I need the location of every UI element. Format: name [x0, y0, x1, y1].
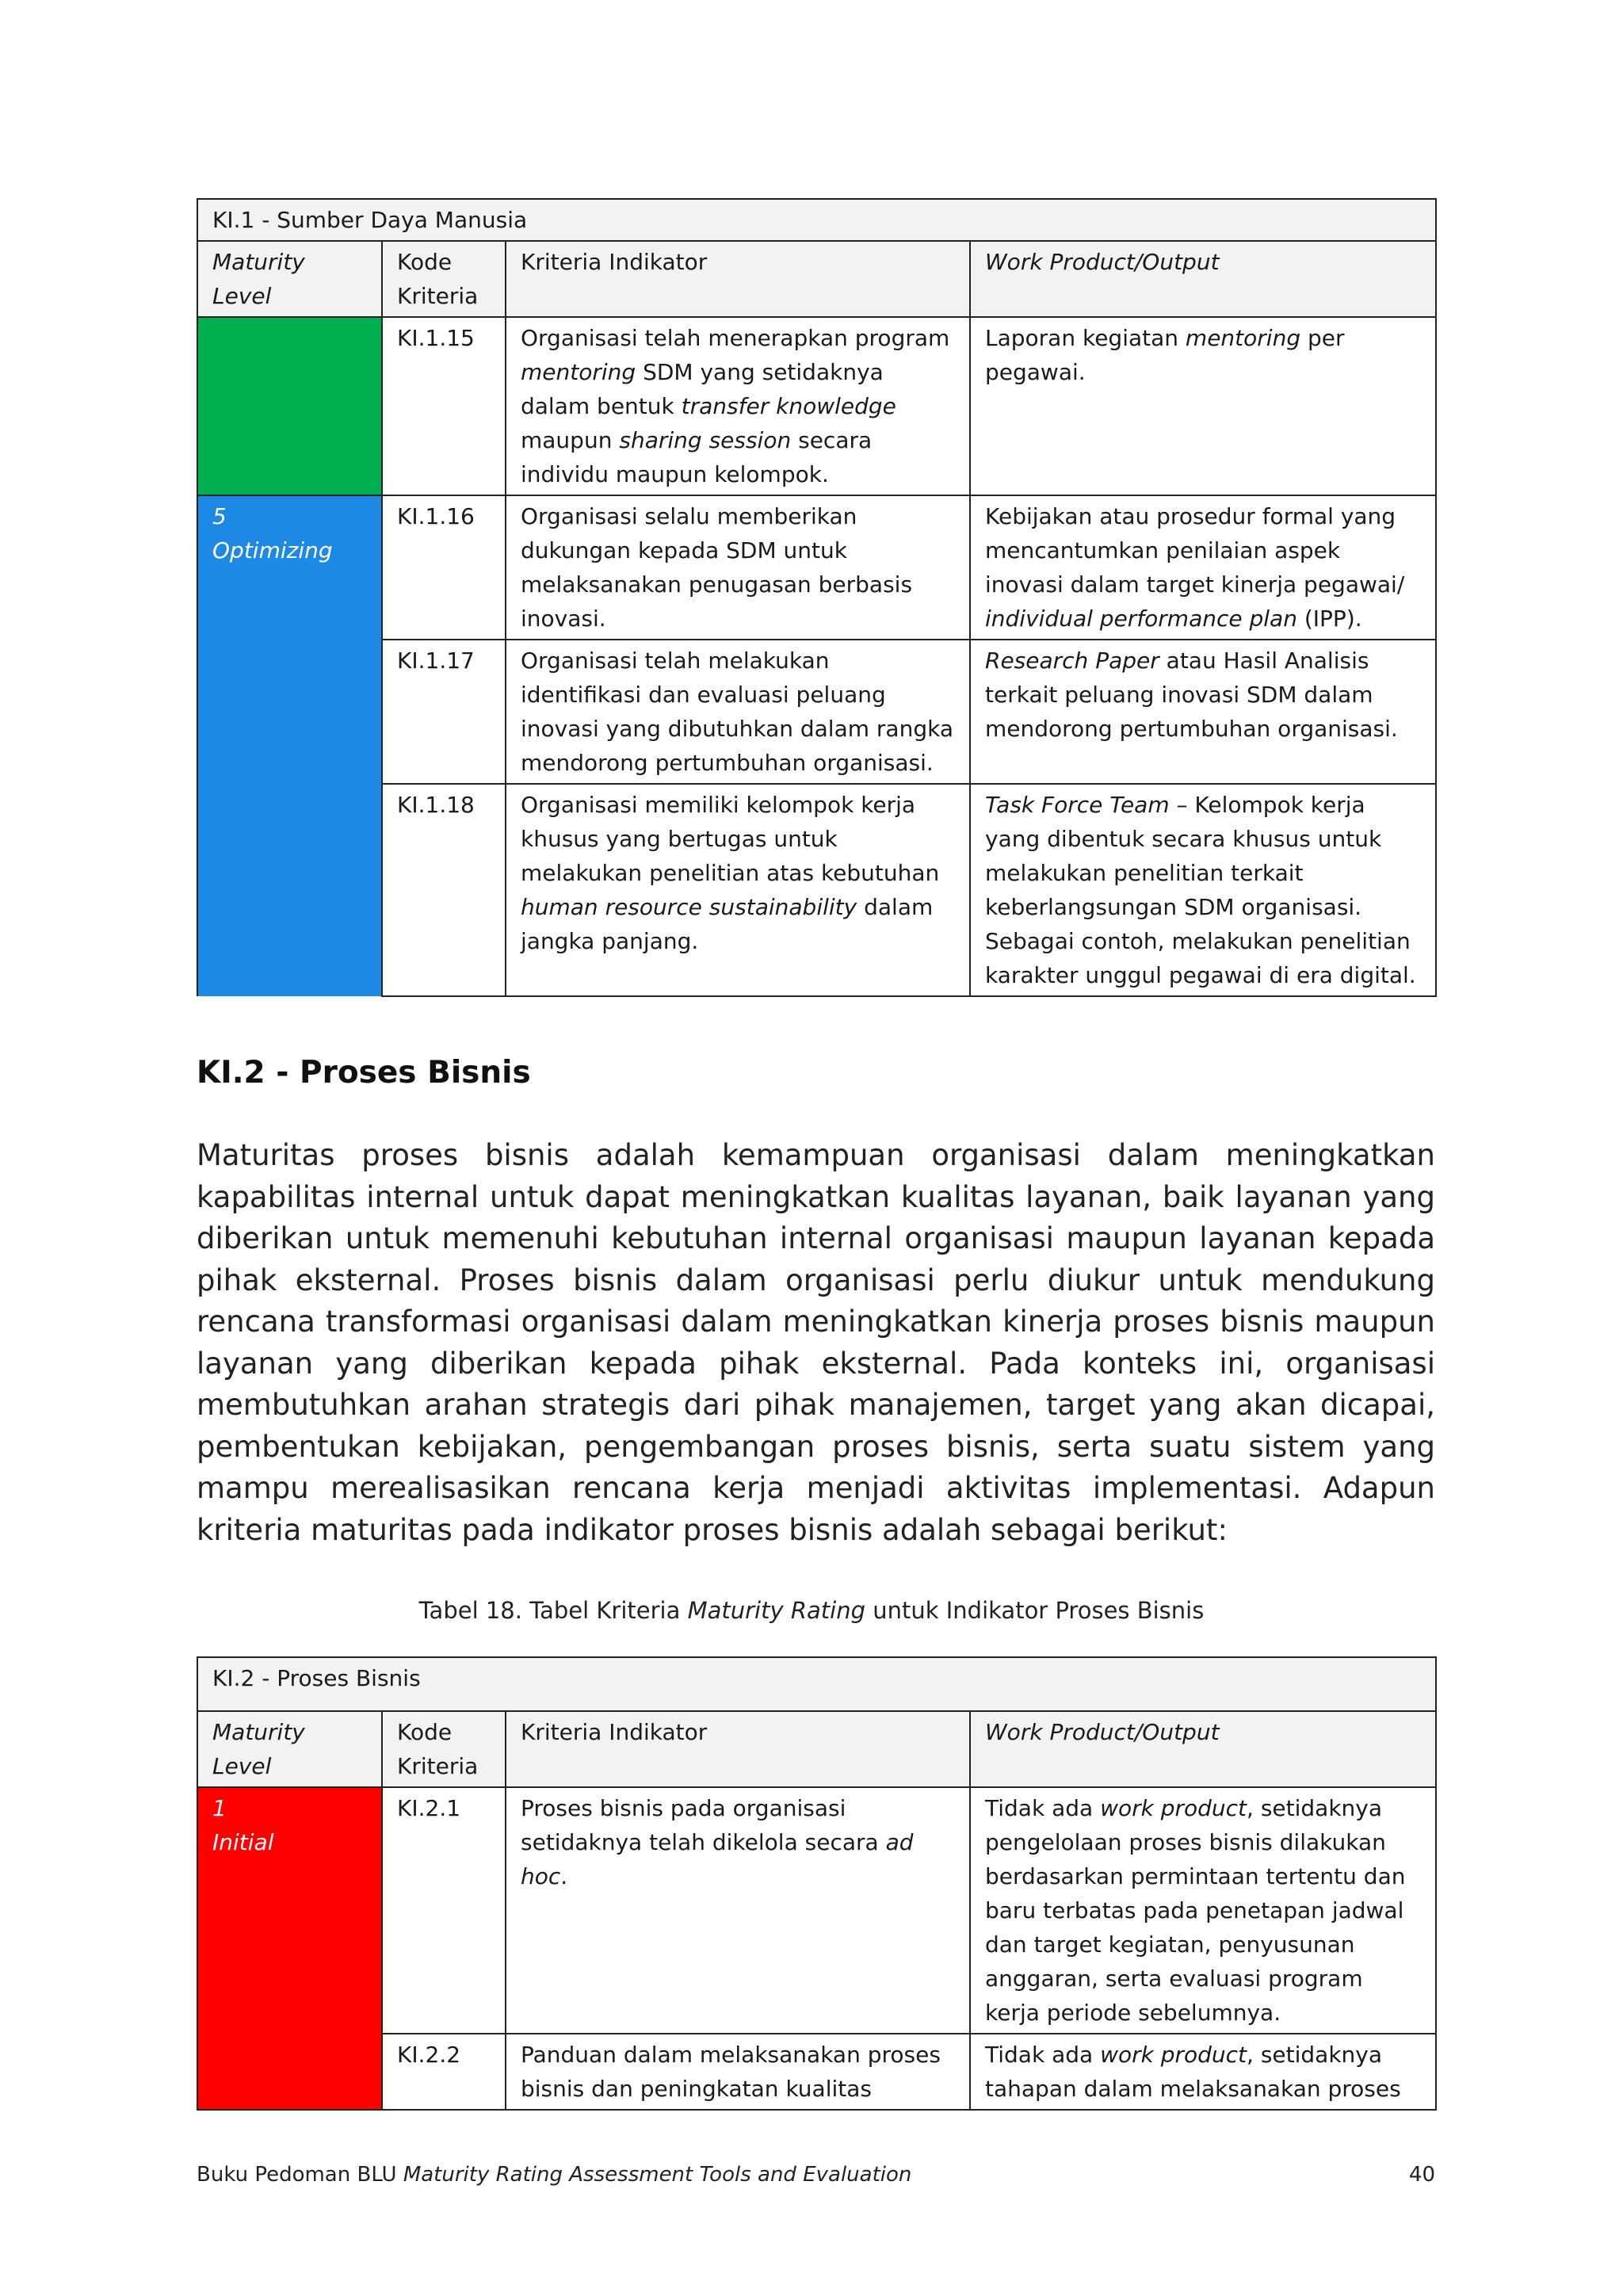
header-work-product: Work Product/Output	[970, 1711, 1436, 1787]
header-work-product: Work Product/Output	[970, 241, 1436, 317]
output-cell: Kebijakan atau prosedur formal yang mencantumkan penilaian aspek inovasi dalam target kinerja pegawai/ individual performance plan (IPP).	[970, 495, 1436, 640]
header-kriteria-indikator: Kriteria Indikator	[506, 1711, 970, 1787]
criteria-cell: Proses bisnis pada organisasi setidaknya telah dikelola secara ad hoc.	[506, 1787, 970, 2034]
output-cell: Research Paper atau Hasil Analisis terkait peluang inovasi SDM dalam mendorong pertumbuhan organisasi.	[970, 640, 1436, 784]
output-cell: Task Force Team – Kelompok kerja yang dibentuk secara khusus untuk melakukan penelitian terkait keberlangsungan SDM organisasi. Sebagai contoh, melakukan penelitian karakter unggul pegawai di era digital.	[970, 784, 1436, 996]
header-kode-kriteria: Kode Kriteria	[382, 241, 506, 317]
kode-cell: KI.1.17	[382, 640, 506, 784]
criteria-cell: Organisasi telah melakukan identifikasi dan evaluasi peluang inovasi yang dibutuhkan dalam rangka mendorong pertumbuhan organisasi.	[506, 640, 970, 784]
criteria-cell: Organisasi selalu memberikan dukungan kepada SDM untuk melaksanakan penugasan berbasis inovasi.	[506, 495, 970, 640]
level-cell-green	[197, 317, 382, 495]
header-maturity-level: Maturity Level	[197, 1711, 382, 1787]
output-cell: Tidak ada work product, setidaknya pengelolaan proses bisnis dilakukan berdasarkan permintaan tertentu dan baru terbatas pada penetapan jadwal dan target kegiatan, penyusunan anggaran, serta evaluasi program kerja periode sebelumnya.	[970, 1787, 1436, 2034]
kode-cell: KI.1.15	[382, 317, 506, 495]
output-cell: Tidak ada work product, setidaknya tahapan dalam melaksanakan proses	[970, 2034, 1436, 2110]
section-heading: KI.2 - Proses Bisnis	[197, 1055, 531, 1091]
kode-cell: KI.1.16	[382, 495, 506, 640]
header-kode-kriteria: Kode Kriteria	[382, 1711, 506, 1787]
footer-book-title: Buku Pedoman BLU Maturity Rating Assessment Tools and Evaluation	[197, 2163, 912, 2187]
header-maturity-level: Maturity Level	[197, 241, 382, 317]
table-caption: Tabel 18. Tabel Kriteria Maturity Rating untuk Indikator Proses Bisnis	[418, 1597, 1205, 1624]
criteria-cell: Organisasi telah menerapkan program mentoring SDM yang setidaknya dalam bentuk transfer knowledge maupun sharing session secara individu maupun kelompok.	[506, 317, 970, 495]
kode-cell: KI.2.1	[382, 1787, 506, 2034]
table-ki2	[197, 1656, 1437, 2111]
level-cell-optimizing: 5 Optimizing	[197, 495, 382, 996]
kode-cell: KI.1.18	[382, 784, 506, 996]
table-title: KI.1 - Sumber Daya Manusia	[197, 199, 1436, 241]
table-ki1	[197, 198, 1437, 997]
level-cell-initial: 1 Initial	[197, 1787, 382, 2110]
header-kriteria-indikator: Kriteria Indikator	[506, 241, 970, 317]
kode-cell: KI.2.2	[382, 2034, 506, 2110]
criteria-cell: Organisasi memiliki kelompok kerja khusus yang bertugas untuk melakukan penelitian atas kebutuhan human resource sustainability dalam jangka panjang.	[506, 784, 970, 996]
section-paragraph: Maturitas proses bisnis adalah kemampuan organisasi dalam meningkatkan kapabilitas internal untuk dapat meningkatkan kualitas layanan, baik layanan yang diberikan untuk memenuhi kebutuhan internal organisasi maupun layanan kepada pihak eksternal. Proses bisnis dalam organisasi perlu diukur untuk mendukung rencana transformasi organisasi dalam meningkatkan kinerja proses bisnis maupun layanan yang diberikan kepada pihak eksternal. Pada konteks ini, organisasi membutuhkan arahan strategis dari pihak manajemen, target yang akan dicapai, pembentukan kebijakan, pengembangan proses bisnis, serta suatu sistem yang mampu merealisasikan rencana kerja menjadi aktivitas implementasi. Adapun kriteria maturitas pada indikator proses bisnis adalah sebagai berikut:	[197, 1138, 1435, 1547]
page-number: 40	[1408, 2163, 1435, 2187]
output-cell: Laporan kegiatan mentoring per pegawai.	[970, 317, 1436, 495]
criteria-cell: Panduan dalam melaksanakan proses bisnis dan peningkatan kualitas	[506, 2034, 970, 2110]
table-title: KI.2 - Proses Bisnis	[197, 1657, 1436, 1711]
